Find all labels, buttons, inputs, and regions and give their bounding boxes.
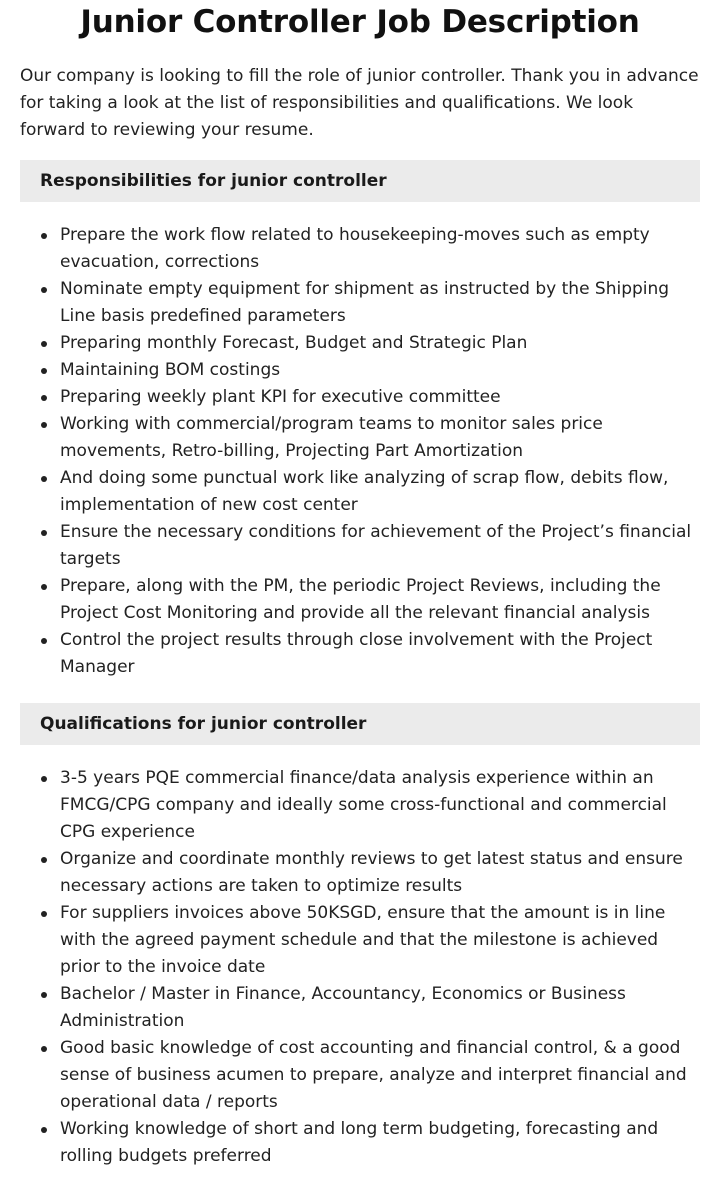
list-item: Control the project results through close involvement with the Project Manager	[20, 627, 700, 681]
list-item: Prepare the work flow related to housekeeping-moves such as empty evacuation, corrections	[20, 222, 700, 276]
qualifications-heading: Qualifications for junior controller	[20, 703, 700, 745]
intro-paragraph: Our company is looking to fill the role of junior controller. Thank you in advance for taking a look at the list of responsibilities and qualifications. We look forward to reviewing your resume.	[20, 66, 699, 140]
list-item: Working knowledge of short and long term budgeting, forecasting and rolling budgets preferred	[20, 1116, 700, 1170]
responsibilities-heading: Responsibilities for junior controller	[20, 160, 700, 202]
list-item: Organize and coordinate monthly reviews to get latest status and ensure necessary actions are taken to optimize results	[20, 846, 700, 900]
list-item: Preparing monthly Forecast, Budget and Strategic Plan	[20, 330, 700, 357]
page-title: Junior Controller Job Description	[80, 4, 640, 40]
responsibilities-list	[20, 222, 700, 681]
list-item: And doing some punctual work like analyzing of scrap flow, debits flow, implementation of new cost center	[20, 465, 700, 519]
list-item: For suppliers invoices above 50KSGD, ensure that the amount is in line with the agreed payment schedule and that the milestone is achieved prior to the invoice date	[20, 900, 700, 981]
list-item: Preparing weekly plant KPI for executive committee	[20, 384, 700, 411]
list-item: Bachelor / Master in Finance, Accountancy, Economics or Business Administration	[20, 981, 700, 1035]
qualifications-list	[20, 765, 700, 1170]
list-item: Good basic knowledge of cost accounting and financial control, & a good sense of business acumen to prepare, analyze and interpret financial and operational data / reports	[20, 1035, 700, 1116]
list-item: Prepare, along with the PM, the periodic Project Reviews, including the Project Cost Monitoring and provide all the relevant financial analysis	[20, 573, 700, 627]
list-item: Nominate empty equipment for shipment as instructed by the Shipping Line basis predefined parameters	[20, 276, 700, 330]
list-item: Ensure the necessary conditions for achievement of the Project’s financial targets	[20, 519, 700, 573]
list-item: Working with commercial/program teams to monitor sales price movements, Retro-billing, Projecting Part Amortization	[20, 411, 700, 465]
list-item: Maintaining BOM costings	[20, 357, 700, 384]
list-item: 3-5 years PQE commercial finance/data analysis experience within an FMCG/CPG company and ideally some cross-functional and commercial CPG experience	[20, 765, 700, 846]
